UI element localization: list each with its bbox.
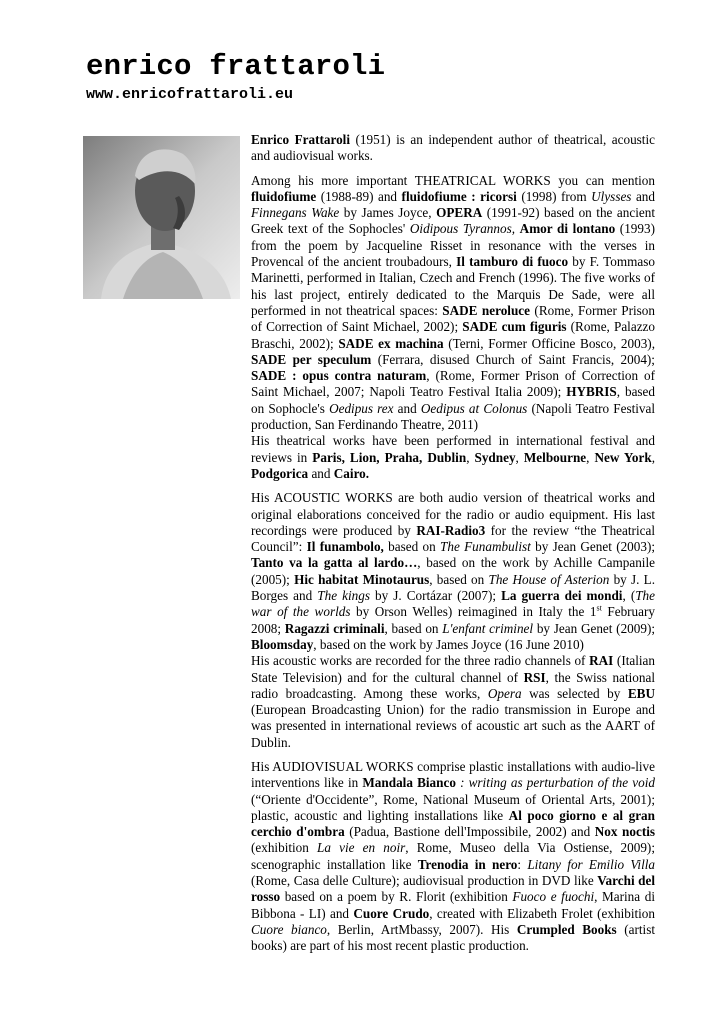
bio-text-run: and xyxy=(393,400,421,416)
bio-text-run: Sydney xyxy=(474,449,516,465)
bio-paragraph xyxy=(251,173,655,434)
bio-text-run: for the review “the Theatrical Council”: xyxy=(251,522,655,555)
bio-text-run: , based on the work by Achille Campanile (2005); xyxy=(251,555,655,587)
bio-text-run: , (Rome, Former Prison of Correction of Saint Michael, 2007; Napoli Teatro Festival Italia 2009); xyxy=(251,368,655,400)
bio-text-run: was selected by xyxy=(521,685,628,701)
bio-text-run: by J. Cortázar (2007); xyxy=(369,588,502,604)
bio-text-run: Nox noctis xyxy=(594,824,656,840)
bio-text-run: : writing as perturbation of the void xyxy=(460,775,655,791)
bio-text-run: SADE ex machina xyxy=(338,335,444,351)
bio-text-run: Al poco giorno e al gran cerchio d'ombra xyxy=(251,807,655,840)
bio-text-run: SADE cum figuris xyxy=(462,319,567,335)
bio-text-run: , based on the work by James Joyce (16 June 2010) xyxy=(313,636,584,652)
bio-text-run: (exhibition xyxy=(251,840,318,856)
bio-text-run: Fuoco e fuochi xyxy=(512,889,595,905)
bio-text-run: st xyxy=(596,603,602,613)
bio-text-run: , Marina di Bibbona - LI) and xyxy=(251,889,655,921)
bio-text-run: (1998) from xyxy=(516,188,592,204)
bio-text-run: La vie en noir xyxy=(317,840,406,856)
bio-text-run: by F. Tommaso Marinetti, performed in Italian, Czech and French (1996). The five works of his last project, entirely dedicated to the Marquis De Sade, were all performed in not theatrical spaces: xyxy=(251,254,655,318)
bio-text-run: by Jean Genet (2003); xyxy=(530,539,656,555)
bio-text-run: Enrico Frattaroli xyxy=(251,132,350,147)
bio-text-run: SADE per speculum xyxy=(251,351,372,367)
author-name: enrico frattaroli xyxy=(86,50,386,83)
bio-text-run: Cairo. xyxy=(333,465,370,481)
bio-text-run: Melbourne xyxy=(523,449,587,465)
bio-text-run: Amor di lontano xyxy=(519,221,616,237)
bio-text-run: Opera xyxy=(487,685,522,701)
bio-text-run: RAI xyxy=(589,653,614,669)
bio-text-run: (Rome, Casa delle Culture); audiovisual production in DVD like xyxy=(251,873,598,889)
document-header xyxy=(86,50,385,104)
bio-text-run: (“Oriente d'Occidente”, Rome, National Museum of Oriental Arts, 2001); plastic, acoustic and lighting installations like xyxy=(251,791,655,823)
bio-text-run: , based on xyxy=(384,620,443,636)
bio-text-run: (Padua, Bastione dell'Impossibile, 2002) and xyxy=(344,824,595,840)
bio-text-run: fluidofiume xyxy=(251,188,317,204)
bio-text-run: Crumpled Books xyxy=(516,921,617,937)
bio-text-run: , Berlin, ArtMbassy, 2007). His xyxy=(326,921,517,937)
bio-text-run: (Rome, Former Prison of Correction of Saint Michael, 2002); xyxy=(251,302,655,335)
bio-text-run: (Terni, Former Officine Bosco, 2003), xyxy=(443,335,655,351)
bio-text-run: , the Swiss national radio broadcasting. Among these works, xyxy=(251,669,655,701)
bio-text-run: fluidofiume : ricorsi xyxy=(401,188,517,204)
bio-text-run: RSI xyxy=(523,669,546,685)
biography-text xyxy=(251,132,655,955)
bio-text-run: New York xyxy=(594,449,652,465)
bio-text-run: OPERA xyxy=(436,205,483,221)
bio-text-run: and xyxy=(631,188,655,204)
bio-text-run: The kings xyxy=(317,588,370,604)
bio-text-run: The House of Asterion xyxy=(488,571,610,587)
bio-paragraph xyxy=(251,433,655,482)
bio-text-run: The war of the worlds xyxy=(251,588,655,620)
bio-text-run: The Funambulist xyxy=(440,539,531,555)
bio-text-run: by Orson Welles) reimagined in Italy the 1 xyxy=(350,604,597,620)
website-url: www.enricofrattaroli.eu xyxy=(86,86,294,103)
bio-text-run: Among his more important THEATRICAL WORKS you can mention xyxy=(251,172,655,188)
bio-text-run: (1993) from the poem by Jacqueline Risset in resonance with the verses in Provencal of the ancient troubadours, xyxy=(251,221,655,270)
bio-text-run: His theatrical works have been performed in international festival and reviews in xyxy=(251,433,655,465)
bio-text-run: by J. L. Borges and xyxy=(251,571,656,604)
bio-text-run: based on a poem by R. Florit (exhibition xyxy=(280,889,513,905)
bio-text-run: RAI-Radio3 xyxy=(416,522,486,538)
bio-text-run: , xyxy=(651,449,656,465)
bio-text-run: Finnegans Wake xyxy=(251,205,340,221)
bio-text-run: Litany for Emilio Villa xyxy=(527,856,655,872)
bio-text-run: (1951) is an independent author of theatrical, acoustic and audiovisual works. xyxy=(251,132,655,164)
bio-text-run: Cuore Crudo xyxy=(353,905,430,921)
bio-paragraph xyxy=(251,132,655,165)
bio-text-run: (1988-89) and xyxy=(316,188,402,204)
bio-paragraph xyxy=(251,759,655,955)
author-portrait-photo xyxy=(83,136,240,299)
bio-text-run: Bloomsday xyxy=(251,636,314,652)
bio-text-run: by Jean Genet (2009); xyxy=(533,620,655,636)
bio-text-run: His ACOUSTIC WORKS are both audio version of theatrical works and original elaborations conceived for the radio or audio equipment. His last recordings were produced by xyxy=(251,490,655,538)
bio-text-run: EBU xyxy=(627,685,655,701)
bio-text-run: Ulysses xyxy=(591,188,632,204)
bio-text-run: HYBRIS xyxy=(566,384,617,400)
bio-text-run: (Napoli Teatro Festival production, San Ferdinando Theatre, 2011) xyxy=(251,400,656,433)
bio-text-run: (European Broadcasting Union) for the radio transmission in Europe and was presented in international reviews of acoustic art such as the AART of Dublin. xyxy=(251,702,655,750)
bio-text-run: (artist books) are part of his most recent plastic production. xyxy=(251,921,655,954)
bio-text-run: based on xyxy=(383,539,441,555)
bio-text-run: , xyxy=(466,449,475,465)
bio-text-run: (1991-92) based on the ancient Greek text of the Sophocles' xyxy=(251,205,656,237)
bio-text-run: , Rome, Museo della Via Ostiense, 2009); scenographic installation like xyxy=(251,840,655,872)
bio-text-run: , based on Sophocle's xyxy=(251,384,655,416)
bio-text-run: La guerra dei mondi xyxy=(501,588,623,604)
bio-text-run: , based on xyxy=(429,571,489,587)
bio-text-run: Il funambolo, xyxy=(306,539,384,555)
bio-text-run: Hic habitat Minotaurus xyxy=(294,571,430,587)
bio-text-run: L'enfant criminel xyxy=(442,620,534,636)
bio-text-run: Oedipus at Colonus xyxy=(420,400,528,416)
bio-text-run: SADE neroluce xyxy=(442,302,530,318)
bio-text-run: Mandala Bianco xyxy=(362,775,456,791)
bio-text-run: Il tamburo di fuoco xyxy=(456,254,569,270)
bio-text-run: Oedipus rex xyxy=(329,400,394,416)
bio-text-run: His AUDIOVISUAL WORKS comprise plastic installations with audio-live interventions like in xyxy=(251,758,655,791)
bio-text-run: SADE : opus contra naturam xyxy=(251,368,427,384)
bio-paragraph xyxy=(251,490,655,653)
bio-text-run: Tanto va la gatta al lardo… xyxy=(251,555,418,571)
bio-text-run: , created with Elizabeth Frolet (exhibition xyxy=(429,905,655,921)
bio-text-run: His acoustic works are recorded for the three radio channels of xyxy=(251,653,590,669)
bio-text-run: , ( xyxy=(622,588,636,604)
bio-text-run: : xyxy=(517,856,528,872)
bio-text-run: Podgorica xyxy=(251,465,309,481)
bio-text-run: , xyxy=(515,449,524,465)
bio-text-run: (Ferrara, disused Church of Saint Francis, 2004); xyxy=(371,351,655,367)
bio-text-run: Ragazzi criminali xyxy=(284,620,385,636)
bio-text-run: Trenodia in nero xyxy=(417,856,518,872)
bio-text-run: Cuore bianco xyxy=(251,921,327,937)
bio-text-run: (Italian State Television) and for the cultural channel of xyxy=(251,653,655,685)
bio-paragraph xyxy=(251,653,655,751)
bio-text-run: , xyxy=(586,449,595,465)
bio-text-run: February 2008; xyxy=(251,604,655,636)
bio-text-run: by James Joyce, xyxy=(339,205,437,221)
bio-text-run: Oidipous Tyrannos, xyxy=(409,221,516,237)
bio-text-run: Paris, Lion, Praha, Dublin xyxy=(312,449,467,465)
bio-text-run: (Rome, Palazzo Braschi, 2002); xyxy=(251,319,655,351)
bio-text-run: Varchi del rosso xyxy=(251,873,655,905)
bio-text-run: and xyxy=(308,465,334,481)
